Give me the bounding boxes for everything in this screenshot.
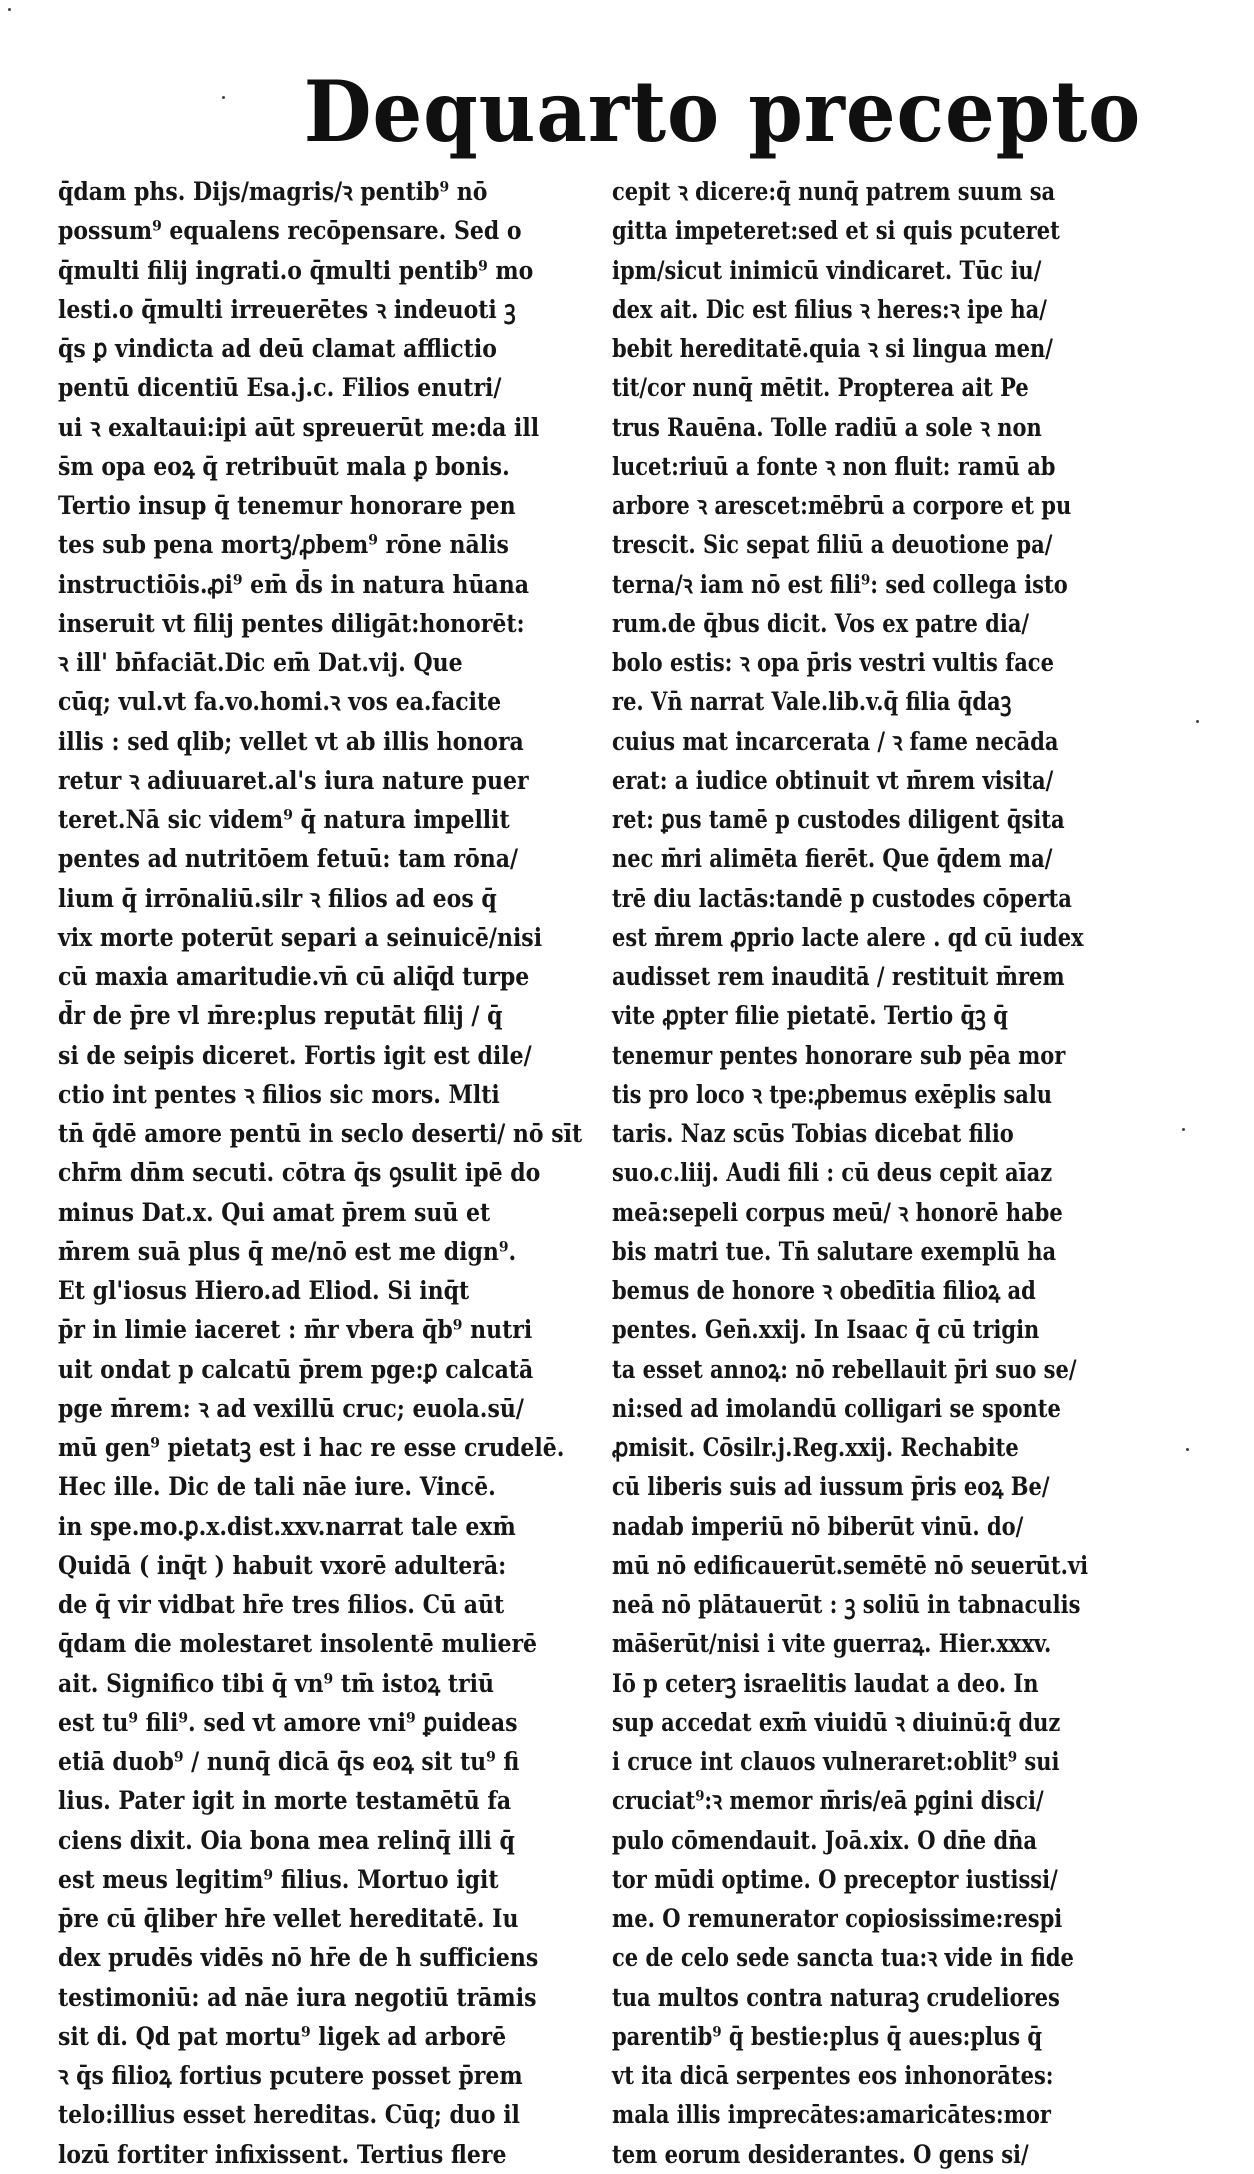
text-line: q̄dam die molestaret insolentē mulierē [58,1629,538,1659]
text-line: teret.Nā sic videm⁹ q̄ natura impellit [58,805,510,834]
ink-speck [1182,1128,1185,1131]
text-line: rum.de q̄bus dicit. Vos ex patre dia/ [612,608,1030,638]
text-line: ce de celo sede sancta tua:ꝛ vide in fide [612,1943,1074,1973]
text-line: neā nō plātauerūt : ꝫ soliū in tabnaculis [612,1590,1081,1619]
text-line: taris. Naz scūs Tobias dicebat filio [612,1119,1014,1148]
text-line: mala illis imprecātes:amaricātes:mor [612,2100,1051,2130]
text-line: minus Dat.x. Qui amat p̄rem suū et [58,1197,491,1227]
text-line: ait. Significo tibi q̄ vn⁹ tm̄ istoꝝ triū [58,1668,494,1698]
text-line: ꝛ q̄s filioꝝ fortius pcutere posset p̄rem [58,2061,523,2090]
text-line: p̄r in limie iaceret : m̄r vbera q̄b⁹ nutri [58,1315,533,1345]
text-line: Quidā ( inq̄t ) habuit vxorē adulterā: [58,1550,507,1580]
text-line: sup accedat exm̄ viuidū ꝛ diuinū:q̄ duz [612,1707,1061,1737]
text-line: nec m̄ri alimēta fierēt. Que q̄dem ma/ [612,844,1053,874]
text-line: lius. Pater igit in morte testamētū fa [58,1786,512,1816]
text-line: est m̄rem ꝓprio lacte alere . qd cū iudex [612,922,1084,952]
text-line: trus Rauēna. Tolle radiū a sole ꝛ non [612,412,1042,442]
text-line: gitta impeteret:sed et si quis pcuteret [612,216,1060,246]
text-line: si de seipis diceret. Fortis igit est dile/ [58,1040,532,1070]
text-line: trescit. Sic sepat filiū a deuotione pa/ [612,530,1053,560]
text-line: tenemur pentes honorare sub pēa mor [612,1040,1066,1070]
text-line: ipm/sicut inimicū vindicaret. Tūc iu/ [612,255,1042,285]
text-line: nadab imperiū nō biberūt vinū. do/ [612,1511,1024,1541]
text-line: in spe.mo.ꝑ.x.dist.xxv.narrat tale exm̄ [58,1511,516,1541]
text-line: ctio int pentes ꝛ filios sic mors. Mlti [58,1079,500,1109]
text-line: pentes ad nutritōem fetuū: tam rōna/ [58,844,519,874]
text-line: ꝛ ill' bn̄faciāt.Dic em̄ Dat.vij. Que [58,648,463,677]
text-line: pge m̄rem: ꝛ ad vexillū cruc; euola.sū/ [58,1393,524,1423]
text-line: trē diu lactās:tandē p custodes cōperta [612,883,1072,913]
ink-speck [1186,1448,1189,1451]
text-line: ni:sed ad imolandū colligari se sponte [612,1393,1061,1423]
text-line: ui ꝛ exaltaui:ipi aūt spreuerūt me:da ill [58,412,540,442]
text-line: audisset rem inauditā / restituit m̄rem [612,962,1065,991]
text-line: dex prudēs vidēs nō hr̄e de h sufficiens [58,1943,539,1973]
running-title: Dequarto precepto [303,62,1142,161]
ink-speck [8,8,11,11]
text-line: est tu⁹ fili⁹. sed vt amore vni⁹ ꝑuideas [58,1707,518,1737]
left-text-column [58,172,598,2174]
text-line: terna/ꝛ iam nō est fili⁹: sed collega isto [612,569,1068,599]
text-line: uit ondat p calcatū p̄rem pge:ꝑ calcatā [58,1354,534,1384]
text-line: s̄m opa eoꝝ q̄ retribuūt mala ꝑ bonis. [58,451,510,481]
text-line: q̄multi filij ingrati.o q̄multi pentib⁹ mo [58,255,534,285]
text-line: tes sub pena mortꝫ/ꝓbem⁹ rōne nālis [58,530,509,560]
text-line: Hec ille. Dic de tali nāe iure. Vincē. [58,1472,496,1502]
text-line: suo.c.liij. Audi fili : cū deus cepit aīaz [612,1158,1053,1188]
text-line: meā:sepeli corpus meū/ ꝛ honorē habe [612,1197,1063,1227]
text-line: pentū dicentiū Esa.j.c. Filios enutri/ [58,373,502,403]
text-line: re. Vn̄ narrat Vale.lib.v.q̄ filia q̄daꝫ [612,687,1012,717]
ink-speck [222,96,225,99]
text-line: bebit hereditatē.quia ꝛ si lingua men/ [612,334,1053,363]
text-line: bemus de honore ꝛ obedītia filioꝝ ad [612,1276,1036,1305]
text-line: sit di. Qd pat mortu⁹ ligek ad arborē [58,2021,507,2051]
text-line: i cruce int clauos vulneraret:oblit⁹ sui [612,1747,1060,1776]
text-line: illis : sed qlib; vellet vt ab illis honora [58,726,524,756]
text-line: etiā duob⁹ / nunq̄ dicā q̄s eoꝝ sit tu⁹ fi [58,1747,520,1776]
text-line: de q̄ vir vidbat hr̄e tres filios. Cū aūt [58,1590,505,1619]
text-line: cū maxia amaritudie.vn̄ cū aliq̄d turpe [58,962,530,991]
text-line: cū liberis suis ad iussum p̄ris eoꝝ Be/ [612,1472,1050,1502]
text-line: dex ait. Dic est filius ꝛ heres:ꝛ ipe ha/ [612,294,1047,324]
text-line: tor mūdi optime. O preceptor iustissi/ [612,1864,1058,1894]
text-line: arbore ꝛ arescet:mēbrū a corpore et pu [612,491,1072,520]
text-line: q̄s ꝑ vindicta ad deū clamat afflictio [58,334,497,363]
text-line: lozū fortiter infixissent. Tertius flere [58,2139,507,2169]
text-line: pulo cōmendauit. Joā.xix. O dn̄e dn̄a [612,1825,1038,1855]
text-line: Et gl'iosus Hiero.ad Eliod. Si inq̄t [58,1276,470,1305]
text-line: testimoniū: ad nāe iura negotiū trāmis [58,1982,537,2012]
text-line: tua multos contra naturaꝫ crudeliores [612,1982,1060,2012]
text-line: ꝓmisit. Cōsilr.j.Reg.xxij. Rechabite [612,1433,1019,1462]
text-line: ret: ꝑus tamē p custodes diligent q̄sita [612,805,1065,834]
text-line: tem eorum desiderantes. O gens si/ [612,2139,1029,2169]
text-line: bolo estis: ꝛ opa p̄ris vestri vultis face [612,648,1054,677]
text-line: cūq; vul.vt fa.vo.homi.ꝛ vos ea.facite [58,687,502,717]
text-line: tn̄ q̄dē amore pentū in seclo deserti/ nō sīt [58,1119,583,1148]
text-line: lium q̄ irrōnaliū.silr ꝛ filios ad eos q̄ [58,883,497,913]
text-line: vite ꝓpter filie pietatē. Tertio q̄ꝫ q̄ [612,1001,1008,1031]
text-line: lucet:riuū a fonte ꝛ non fluit: ramū ab [612,451,1056,481]
text-line: mū gen⁹ pietatꝫ est i hac re esse crudelē. [58,1433,565,1462]
text-line: instructiōis.ꝓi⁹ em̄ d̄s in natura hūana [58,569,529,599]
text-line: tit/cor nunq̄ mētit. Propterea ait Pe [612,373,1029,403]
text-line: est meus legitim⁹ filius. Mortuo igit [58,1864,499,1894]
text-line: ciens dixit. Oia bona mea relinq̄ illi q̄ [58,1825,515,1855]
text-line: cepit ꝛ dicere:q̄ nunq̄ patrem suum sa [612,177,1056,206]
text-line: chr̄m dn̄m secuti. cōtra q̄s ꝯsulit ipē do [58,1158,541,1188]
text-line: cuius mat incarcerata / ꝛ fame necāda [612,726,1059,756]
text-line: cruciat⁹:ꝛ memor m̄ris/eā ꝑgini disci/ [612,1786,1044,1816]
text-line: p̄re cū q̄liber hr̄e vellet hereditatē. Iu [58,1904,519,1933]
text-line: possum⁹ equalens recōpensare. Sed o [58,216,522,246]
text-line: m̄rem suā plus q̄ me/nō est me dign⁹. [58,1236,517,1266]
text-line: mū nō edificauerūt.semētē nō seuerūt.vi [612,1550,1089,1580]
text-line: inseruit vt filij pentes diligāt:honorēt: [58,608,525,638]
text-line: lesti.o q̄multi irreuerētes ꝛ indeuoti ꝫ [58,294,516,324]
text-line: erat: a iudice obtinuit vt m̄rem visita/ [612,765,1054,795]
right-text-column [612,172,1190,2174]
text-line: d̄r de p̄re vl m̄re:plus reputāt filij / q̄ [58,1001,503,1031]
text-line: parentib⁹ q̄ bestie:plus q̄ aues:plus q̄ [612,2021,1043,2051]
text-line: vt ita dicā serpentes eos inhonorātes: [612,2061,1054,2090]
text-line: ta esset annoꝝ: nō rebellauit p̄ri suo se/ [612,1354,1077,1384]
text-line: Iō p ceterꝫ israelitis laudat a deo. In [612,1668,1039,1698]
text-line: Tertio insup q̄ tenemur honorare pen [58,491,516,520]
text-line: tis pro loco ꝛ tpe:ꝓbemus exēplis salu [612,1079,1053,1109]
text-line: me. O remunerator copiosissime:respi [612,1904,1063,1933]
text-line: telo:illius esset hereditas. Cūq; duo il [58,2100,520,2130]
text-line: retur ꝛ adiuuaret.al's iura nature puer [58,765,529,795]
ink-speck [1196,720,1199,723]
text-line: mās̄erūt/nisi i vite guerraꝝ. Hier.xxxv. [612,1629,1052,1659]
text-line: q̄dam phs. Dijs/magris/ꝛ pentib⁹ nō [58,177,488,206]
text-line: pentes. Gen̄.xxij. In Isaac q̄ cū trigin [612,1315,1040,1345]
text-line: bis matri tue. Tn̄ salutare exemplū ha [612,1236,1057,1266]
text-line: vix morte poterūt separi a seinuicē/nisi [58,922,543,952]
